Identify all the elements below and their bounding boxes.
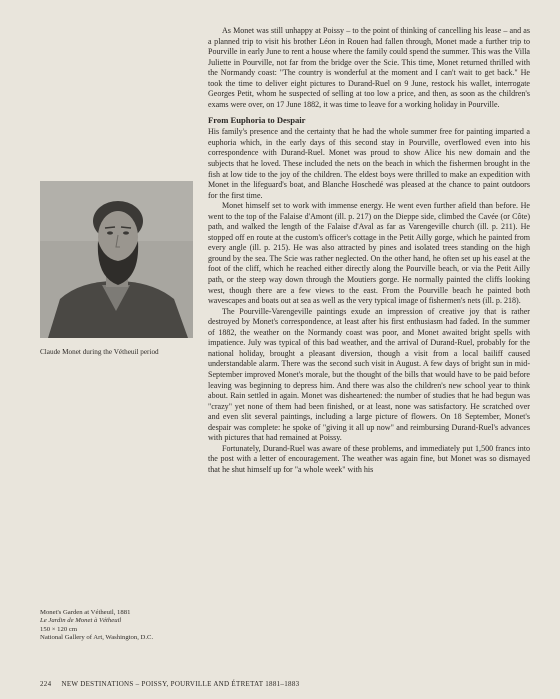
paragraph-3: Monet himself set to work with immense energy. He went even further afield than before. He went to the top of the Falaise d'Amont (ill. p. 217) on the Dieppe side, climbed the Cavée (or Côte) path, and walked the length of the Falaise d'Aval as far as Varengeville church (ill. p. 211). He stopped off en route at the custom's officer's cottage in the Petit Ailly gorge, which he painted from every angle (ill. p. 215). He was also attracted by pines and isolated trees standing on the high ground by the sea. The Scie was rather neglected. On the other hand, he often set up his easel at the foot of the cliff, which he reached either directly along the Pourville beach, or via the Petit Ailly path, or the steep way down through the Moutiers gorge. He normally painted the cliffs looking west, though there are a few views to the east. From the Pourville beach he painted both wavescapes and boats out at sea as well as the very typical image of fishermen's nets (ill. p. 218).	[208, 201, 530, 306]
page-number: 224	[40, 680, 52, 688]
photo-caption: Claude Monet during the Vétheuil period	[40, 348, 159, 356]
portrait-photo-image	[40, 181, 193, 338]
running-head: NEW DESTINATIONS – POISSY, POURVILLE AND ÉTRETAT 1881–1883	[61, 680, 300, 688]
painting-location: National Gallery of Art, Washington, D.C.	[40, 633, 154, 641]
paragraph-5: Fortunately, Durand-Ruel was aware of these problems, and immediately put 1,500 francs into the post with a letter of encouragement. The weather was again fine, but Monet was so dismayed that he shut himself up for "a whole week" with his	[208, 443, 530, 474]
painting-title: Monet's Garden at Vétheuil, 1881	[40, 609, 131, 616]
paragraph-2: His family's presence and the certainty that he had the whole summer free for painting imparted a euphoria which, in the early days of this second stay in Pourville, overflowed even into his correspondence with Durand-Ruel. Monet was proud to show Alice his new domain and the subjects that he loved. These included the nets on the beach in which the fishermen brought in the fish at low tide to the joy of the children. The eldest boys were thrilled to make an expedition with Monet in the lifeguard's boat, and Blanche Hoschedé was pleased at the chance to paint outdoors for the first time.	[208, 127, 530, 200]
painting-caption	[40, 609, 200, 642]
page-footer	[40, 680, 500, 689]
painting-size: 150 × 120 cm	[40, 625, 78, 633]
paragraph-4: The Pourville-Varengeville paintings exude an impression of creative joy that is rather destroyed by Monet's correspondence, at least after his first enthusiasm had faded. In the summer of 1882, the weather on the Normandy coast was poor, and Monet awaited bright spells with impatience. July was typical of this bad weather, and the arrival of Durand-Ruel, probably for the national holiday, brought a pleasant diversion, though a visit from a local bailiff caused understandable alarm. There was the second such visit in August. A few days of bright sun in mid-September improved Monet's morale, but the thought of the bills that would have to be paid before leaving was beginning to depress him. And there was also the children's new school year to think about. Rain settled in again. Monet was disheartened: the number of studies that he had begun was "crazy" yet none of them had been finished, or at least, none was satisfactory. He scratched over and even slit several paintings, including a large picture of flowers. On 18 September, Monet's despair was complete: he spoke of "giving it all up now" and reimbursing Durand-Ruel's advances with pictures that had remained at Poissy.	[208, 306, 530, 443]
painting-title-french: Le Jardin de Monet à Vétheuil	[40, 617, 122, 625]
section-heading: From Euphoria to Despair	[208, 115, 306, 126]
portrait-photo	[40, 181, 193, 338]
paragraph-1: As Monet was still unhappy at Poissy – to the point of thinking of cancelling his lease – and as a planned trip to visit his brother Léon in Rouen had fallen through, Monet made a further trip to Pourville in early June to rent a house where the family could spend the summer. This was the Villa Juliette in Pourville, not far from the bridge over the Scie. This time, Monet returned thrilled with the Normandy coast: "The country is wonderful at the moment and I can't wait to get back." He took the time to deliver eight pictures to Durand-Ruel on 9 June, restock his wallet, interrogate Georges Petit, whom he suspected of selling at too low a price, and then, as soon as the children's exams were over, on 17 June 1882, it was time to leave for a working holiday in Pourville.	[208, 26, 530, 109]
main-text-column	[208, 26, 530, 475]
